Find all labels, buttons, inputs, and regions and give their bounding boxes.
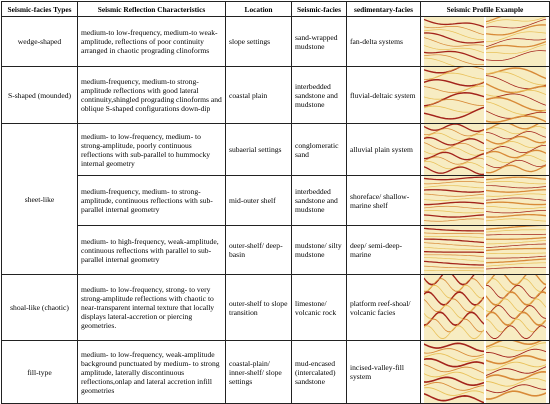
header-row <box>2 2 550 17</box>
sedimentary-facies-cell: incised-valley-fill system <box>347 341 421 404</box>
location-cell: coastal plain <box>226 67 292 124</box>
table-row <box>2 226 550 275</box>
seismic-profile-image <box>486 226 546 274</box>
seismic-facies-cell: interbedded sandstone and mudstone <box>292 176 347 226</box>
facies-type-cell: shoal-like (chaotic) <box>2 275 78 341</box>
characteristics-cell: medium- to high-frequency, weak-amplitude, continuous reflections with parallel to sub-parallel internal geometry <box>78 226 226 275</box>
header-type: Seismic-facies Types <box>2 2 78 17</box>
header-characteristics: Seismic Reflection Characteristics <box>78 2 226 17</box>
sedimentary-facies-cell: shoreface/ shallow-marine shelf <box>347 176 421 226</box>
seismic-profile-image <box>424 226 484 274</box>
sedimentary-facies-cell: alluvial plain system <box>347 124 421 176</box>
table-row <box>2 275 550 341</box>
characteristics-cell: medium- to low-frequency, medium- to strong-amplitude, poorly continuous reflections with sub-parallel to hummocky internal geometry <box>78 124 226 176</box>
seismic-profile-image <box>424 67 484 123</box>
facies-type-cell: sheet-like <box>2 124 78 275</box>
profile-example-cell <box>421 67 550 124</box>
profile-example-cell <box>421 341 550 404</box>
location-cell: coastal-plain/ inner-shelf/ slope settings <box>226 341 292 404</box>
profile-example-cell <box>421 176 550 226</box>
table-row <box>2 67 550 124</box>
characteristics-cell: medium- to low-frequency, strong- to very strong-amplitude reflections with chaotic to near-transparent internal texture that locally displays lateral-accretion or piercing geometries. <box>78 275 226 341</box>
facies-type-cell: S-shaped (mounded) <box>2 67 78 124</box>
header-seismic-facies: Seismic-facies <box>292 2 347 17</box>
seismic-profile-image <box>486 124 546 175</box>
location-cell: mid-outer shelf <box>226 176 292 226</box>
location-cell: outer-shelf to slope transition <box>226 275 292 341</box>
profile-example-cell <box>421 226 550 275</box>
seismic-profile-image <box>486 67 546 123</box>
characteristics-cell: medium- to low-frequency, weak-amplitude background punctuated by medium- to strong amplitude, laterally discontinuous reflections,onlap and lateral accretion infill geometries <box>78 341 226 404</box>
profile-example-cell <box>421 124 550 176</box>
seismic-facies-cell: mudstone/ silty mudstone <box>292 226 347 275</box>
seismic-facies-cell: interbedded sandstone and mudstone <box>292 67 347 124</box>
sedimentary-facies-cell: platform reef-shoal/ volcanic facies <box>347 275 421 341</box>
table-row <box>2 124 550 176</box>
seismic-facies-cell: conglomeratic sand <box>292 124 347 176</box>
characteristics-cell: medium-to low-frequency, medium-to weak-amplitude, reflections of poor continuity arranged in chaotic prograding clinoforms <box>78 17 226 67</box>
facies-type-cell: wedge-shaped <box>2 17 78 67</box>
seismic-profile-image <box>486 341 546 403</box>
header-sedimentary-facies: sedimentary-facies <box>347 2 421 17</box>
location-cell: subaerial settings <box>226 124 292 176</box>
profile-example-cell <box>421 275 550 341</box>
seismic-profile-image <box>424 176 484 225</box>
sedimentary-facies-cell: deep/ semi-deep-marine <box>347 226 421 275</box>
table-row <box>2 341 550 404</box>
seismic-facies-table <box>1 1 550 404</box>
seismic-facies-cell: limestone/ volcanic rock <box>292 275 347 341</box>
seismic-profile-image <box>486 176 546 225</box>
location-cell: slope settings <box>226 17 292 67</box>
seismic-facies-cell: sand-wrapped mudstone <box>292 17 347 67</box>
seismic-profile-image <box>424 124 484 175</box>
sedimentary-facies-cell: fluvial-deltaic system <box>347 67 421 124</box>
header-profile-example: Seismic Profile Example <box>421 2 550 17</box>
table-row <box>2 17 550 67</box>
header-location: Location <box>226 2 292 17</box>
seismic-profile-image <box>486 275 546 340</box>
seismic-profile-image <box>486 17 546 66</box>
location-cell: outer-shelf/ deep-basin <box>226 226 292 275</box>
table-row <box>2 176 550 226</box>
facies-type-cell: fill-type <box>2 341 78 404</box>
characteristics-cell: medium-frequency, medium-to strong-amplitude reflections with good lateral continuity,shingled prograding clinoforms and oblique S-shaped configurations down-dip <box>78 67 226 124</box>
seismic-profile-image <box>424 17 484 66</box>
characteristics-cell: medium-frequency, medium- to strong-amplitude, continuous reflections with sub-parallel internal geometry <box>78 176 226 226</box>
seismic-facies-cell: mud-encased (intercalated) sandstone <box>292 341 347 404</box>
profile-example-cell <box>421 17 550 67</box>
seismic-profile-image <box>424 341 484 403</box>
sedimentary-facies-cell: fan-delta systems <box>347 17 421 67</box>
seismic-profile-image <box>424 275 484 340</box>
